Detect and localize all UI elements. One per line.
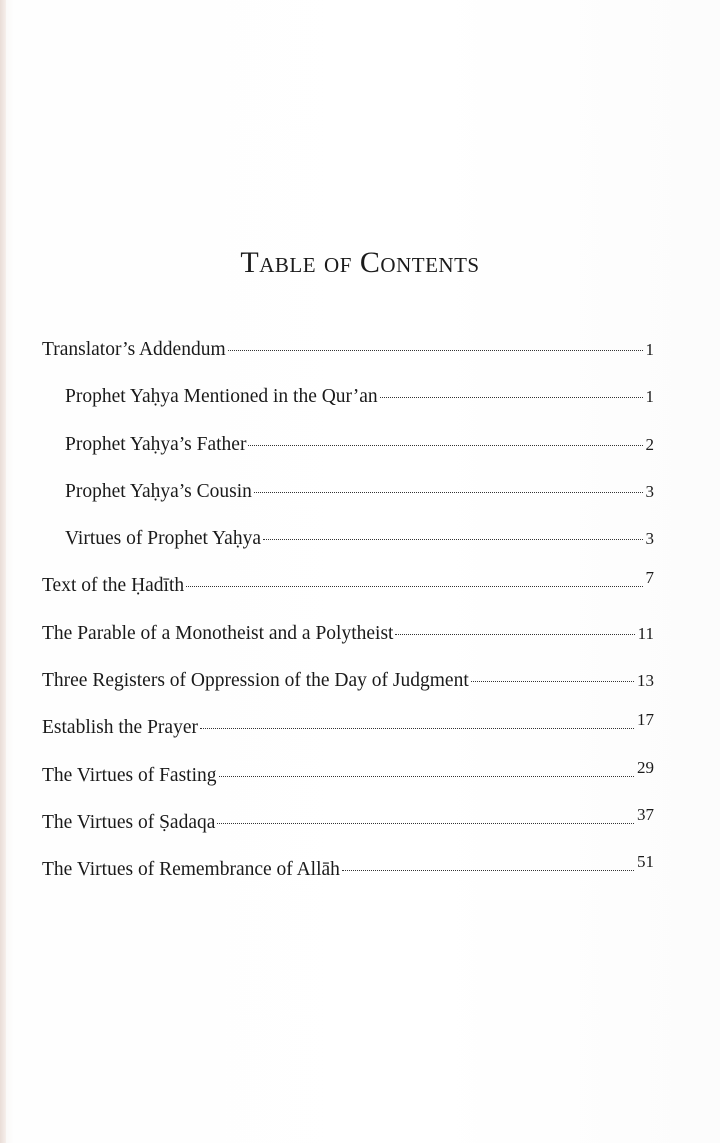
toc-entry-title: Prophet Yaḥya’s Cousin [65,480,252,502]
toc-entry-page: 13 [637,671,654,691]
dot-leader [228,350,643,351]
toc-entry-page: 29 [637,757,654,777]
toc-entry-title: Translator’s Addendum [42,339,226,360]
toc-entry-page: 3 [645,529,654,549]
dot-leader [217,823,634,824]
toc-entry-page: 11 [637,623,654,643]
toc-entry-page: 1 [645,340,654,359]
toc-entry-page: 37 [637,804,654,824]
table-of-contents [42,338,654,906]
toc-entry-title: Prophet Yaḥya’s Father [65,433,247,455]
toc-entry-page: 3 [645,481,654,501]
toc-entry-title: The Virtues of Fasting [42,764,217,786]
toc-entry [42,338,654,385]
toc-entry-page: 1 [645,387,654,407]
toc-entry-page: 51 [637,852,654,872]
toc-entry-title: Establish the Prayer [42,717,198,739]
dot-leader [471,681,634,682]
dot-leader [200,728,634,729]
toc-subentry [42,433,654,480]
toc-entry-page: 7 [645,568,654,588]
dot-leader [395,634,634,635]
toc-entry-title: The Parable of a Monotheist and a Polytheist [42,622,394,644]
toc-entry [42,622,654,669]
toc-entry-title: Virtues of Prophet Yaḥya [65,528,261,550]
toc-entry-page: 2 [645,434,654,454]
toc-subentry [42,480,654,527]
toc-entry [42,669,654,716]
toc-entry-page: 17 [637,710,654,730]
dot-leader [263,539,643,540]
dot-leader [380,397,643,398]
page-edge [0,0,6,1143]
toc-subentry [42,385,654,432]
toc-entry-title: The Virtues of Ṣadaqa [42,811,216,833]
toc-entry [42,757,654,811]
toc-entry [42,710,654,763]
dot-leader [186,586,642,587]
toc-subentry [42,527,654,574]
dot-leader [219,776,635,777]
toc-entry [42,852,654,905]
toc-entry-title: The Virtues of Remembrance of Allāh [42,859,340,881]
dot-leader [342,870,634,871]
toc-entry-title: Three Registers of Oppression of the Day of Judgment [42,670,469,692]
dot-leader [254,492,643,493]
toc-entry-title: Prophet Yaḥya Mentioned in the Qur’an [65,386,378,408]
toc-entry [42,804,654,858]
toc-entry-title: Text of the Ḥadīth [42,575,185,597]
dot-leader [248,445,642,446]
page-title: Table of Contents [240,246,480,279]
toc-entry [42,568,654,621]
